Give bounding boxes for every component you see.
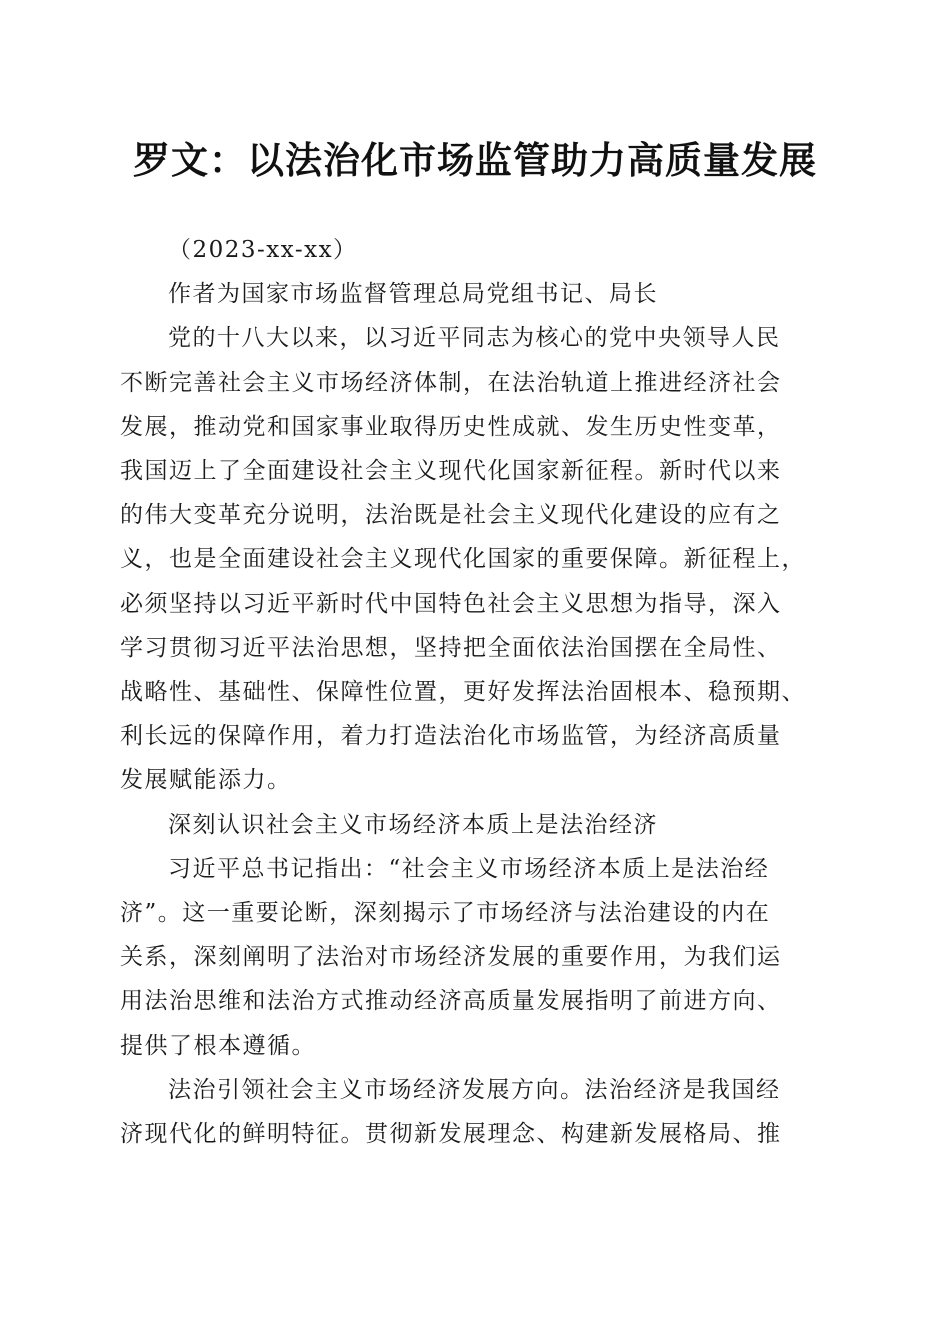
text-line: 我国迈上了全面建设社会主义现代化国家新征程。新时代以来 [120,458,782,485]
byline-text: 作者为国家市场监督管理总局党组书记、局长 [168,281,658,308]
text-line: 提供了根本遵循。 [120,1032,316,1059]
text-line: 济”。这一重要论断，深刻揭示了市场经济与法治建设的内在 [120,900,771,927]
text-line: 用法治思维和法治方式推动经济高质量发展指明了前进方向、 [120,988,782,1015]
text-line: 关系，深刻阐明了法治对市场经济发展的重要作用，为我们运 [120,944,782,971]
heading-text: 深刻认识社会主义市场经济本质上是法治经济 [168,811,658,838]
date-text: （2023-xx-xx） [168,237,358,263]
text-line: 利长远的保障作用，着力打造法治化市场监管，为经济高质量 [120,723,782,750]
text-line: 必须坚持以习近平新时代中国特色社会主义思想为指导，深入 [120,590,782,617]
byline [120,272,840,316]
paragraph-quote [120,847,840,1068]
article-body [120,228,840,1156]
text-line: 发展赋能添力。 [120,767,292,794]
page-title: 罗文：以法治化市场监管助力高质量发展 [133,138,817,182]
text-line: 党的十八大以来，以习近平同志为核心的党中央领导人民 [168,325,781,352]
text-line: 不断完善社会主义市场经济体制，在法治轨道上推进经济社会 [120,369,782,396]
text-line: 法治引领社会主义市场经济发展方向。法治经济是我国经 [168,1076,781,1103]
paragraph-direction [120,1068,840,1156]
text-line: 发展，推动党和国家事业取得历史性成就、发生历史性变革， [120,413,782,440]
text-line: 学习贯彻习近平法治思想，坚持把全面依法治国摆在全局性、 [120,634,782,661]
text-line: 的伟大变革充分说明，法治既是社会主义现代化建设的应有之 [120,502,782,529]
section-heading [120,803,840,847]
paragraph-intro [120,316,840,802]
text-line: 战略性、基础性、保障性位置，更好发挥法治固根本、稳预期、 [120,679,806,706]
date-line [120,228,840,272]
text-line: 济现代化的鲜明特征。贯彻新发展理念、构建新发展格局、推 [120,1121,782,1148]
text-line: 习近平总书记指出：“社会主义市场经济本质上是法治经 [168,855,770,882]
text-line: 义，也是全面建设社会主义现代化国家的重要保障。新征程上， [120,546,806,573]
